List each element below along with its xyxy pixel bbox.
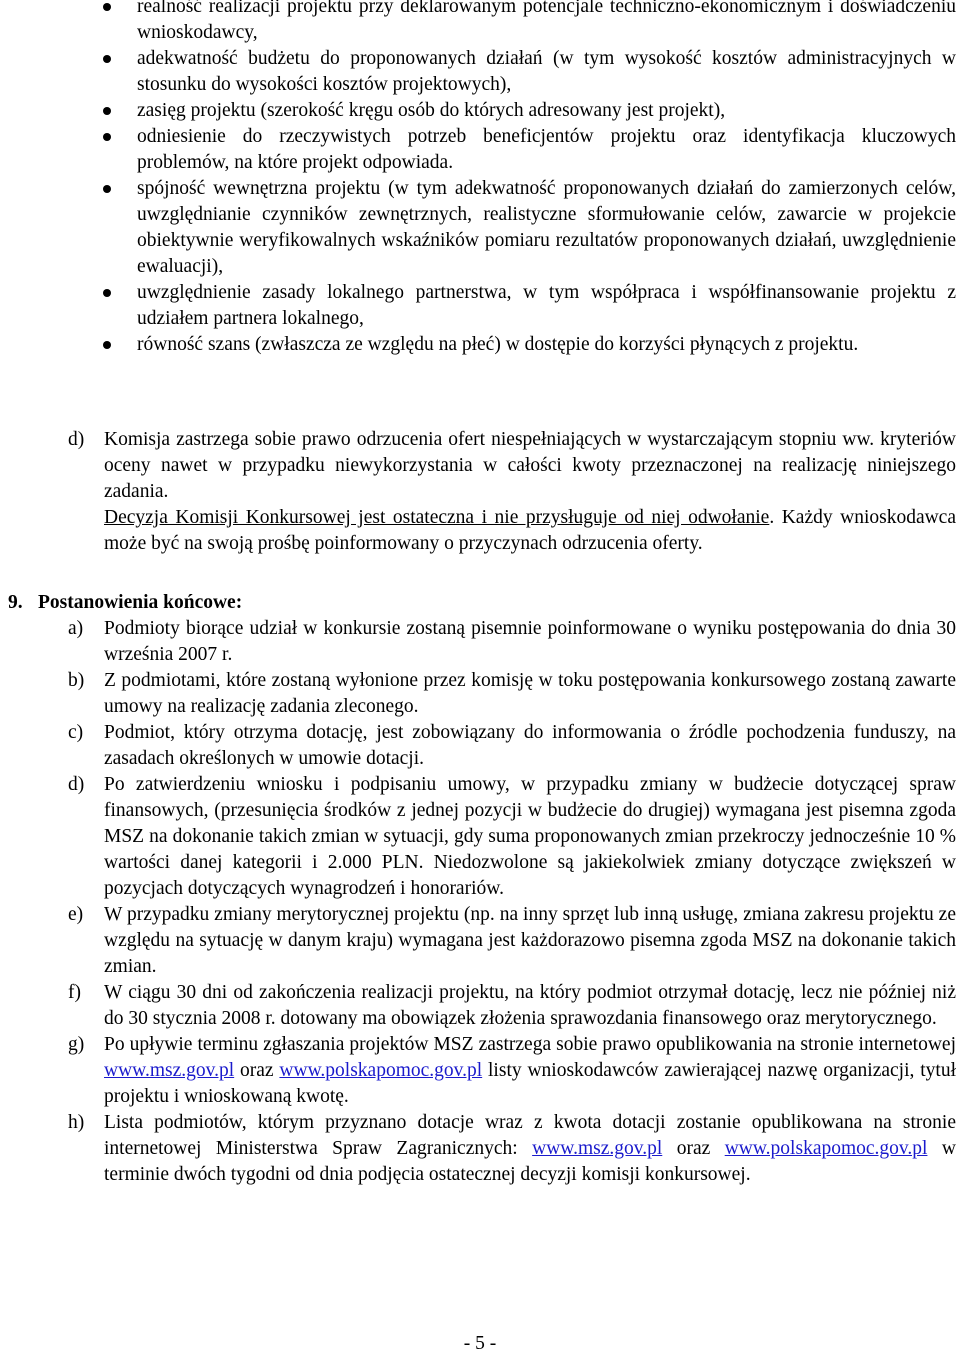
list-item [0,980,960,1032]
item-g-text-1: Po upływie terminu zgłaszania projektów MSZ zastrzega sobie prawo opublikowania na stronie internetowej [104,1034,956,1055]
bullet-text: spójność wewnętrzna projektu (w tym adekwatność proponowanych działań do zamierzonych celów, uwzględnianie czynników zewnętrznych, realistyczne sformułowanie celów, zawarcie w projekcie obiektywnie weryfikowalnych wskaźników pomiaru rezultatów proponowanych działań, uwzględnienie ewaluacji), [137,178,956,277]
section-number: 9. [8,592,23,613]
bullet-icon [103,3,111,11]
item-label: g) [68,1034,85,1055]
page-number: - 5 - [463,1333,497,1354]
item-text: W przypadku zmiany merytorycznej projektu (np. na inny sprzęt lub inną usługę, zmiana zakresu projektu ze względu na sytuację w danym kraju) wymagana jest każdorazowo pisemna zgoda MSZ na dokonanie takich zmian. [104,904,956,977]
msz-website-link[interactable]: www.msz.gov.pl [532,1138,663,1159]
item-text [104,1110,956,1188]
item-g-text-3: listy wnioskodawców zawierającej nazwę organizacji, tytuł projektu i wnioskowaną kwotę. [104,1060,956,1107]
msz-website-link[interactable]: www.msz.gov.pl [104,1060,235,1081]
list-item [0,616,960,668]
item-label: d) [68,774,85,795]
item-label: h) [68,1112,85,1133]
item-text: W ciągu 30 dni od zakończenia realizacji projektu, na który podmiot otrzymał dotację, lecz nie później niż do 30 stycznia 2008 r. dotowany ma obowiązek złożenia sprawozdania finansowego oraz merytorycznego. [104,982,956,1029]
list-item [0,720,960,772]
criteria-bullet-list [0,0,960,358]
section-d-paragraph-1: Komisja zastrzega sobie prawo odrzucenia ofert niespełniających w wystarczającym stopniu ww. kryteriów oceny nawet w przypadku niewykorzystania w całości kwoty przeznaczonej na realizację niniejszego zadania. [104,429,956,502]
item-h-text-3: w terminie dwóch tygodni od dnia podjęcia ostatecznej decyzji komisji konkursowej. [104,1138,956,1185]
list-item [0,1032,960,1110]
section-title: Postanowienia końcowe: [38,592,243,613]
item-text: Z podmiotami, które zostaną wyłonione przez komisję w toku postępowania konkursowego zostaną zawarte umowy na realizację zadania zleconego. [104,670,956,717]
bullet-text: odniesienie do rzeczywistych potrzeb beneficjentów projektu oraz identyfikacja kluczowych problemów, na które projekt odpowiada. [137,126,956,173]
list-item [0,46,960,98]
item-h-text-1: Lista podmiotów, którym przyznano dotacje wraz z kwota dotacji zostanie opublikowana na stronie internetowej Ministerstwa Spraw Zagranicznych: [104,1112,956,1159]
item-label: d) [68,429,85,450]
bullet-icon [103,341,111,349]
item-g-text-2: oraz [234,1060,280,1081]
item-text: Podmioty biorące udział w konkursie zostaną pisemnie poinformowane o wyniku postępowania do dnia 30 września 2007 r. [104,618,956,665]
item-h-text-2: oraz [662,1138,725,1159]
bullet-text: zasięg projektu (szerokość kręgu osób do których adresowany jest projekt), [137,100,726,121]
polskapomoc-website-link[interactable]: www.polskapomoc.gov.pl [724,1138,928,1159]
list-item [0,0,960,46]
list-item [0,124,960,176]
list-item [0,332,960,358]
polskapomoc-website-link[interactable]: www.polskapomoc.gov.pl [279,1060,483,1081]
bullet-text: realność realizacji projektu przy deklarowanym potencjale techniczno-ekonomicznym i doświadczeniu wnioskodawcy, [137,0,956,43]
section-d-item [0,427,960,557]
item-label: c) [68,722,84,743]
section-d [0,427,960,557]
list-item [0,176,960,280]
section-d-paragraph-2-rest: . Każdy wnioskodawca może być na swoją prośbę poinformowany o przyczynach odrzucenia oferty. [104,507,956,554]
list-item [0,1110,960,1188]
item-label: a) [68,618,84,639]
bullet-text: równość szans (zwłaszcza ze względu na płeć) w dostępie do korzyści płynących z projektu. [137,334,859,355]
list-item [0,772,960,902]
item-text: Po zatwierdzeniu wniosku i podpisaniu umowy, w przypadku zmiany w budżecie dotyczącej spraw finansowych, (przesunięcia środków z jednej pozycji w budżecie do drugiej) wymagana jest pisemna zgoda MSZ na dokonanie takich zmian w sytuacji, gdy suma proponowanych zmian przekroczy jednocześnie 10 % wartości danej kategorii i 2.000 PLN. Niedozwolone są jakiekolwiek zmiany dotyczące zwiększeń w pozycjach dotyczących wynagrodzeń i honorariów. [104,774,956,899]
list-item [0,902,960,980]
item-text: Podmiot, który otrzyma dotację, jest zobowiązany do informowania o źródle pochodzenia funduszy, na zasadach określonych w umowie dotacji. [104,722,956,769]
bullet-icon [103,55,111,63]
list-item [0,668,960,720]
section-9-heading [8,590,242,616]
item-label: b) [68,670,85,691]
bullet-icon [103,185,111,193]
list-item [0,280,960,332]
bullet-text: adekwatność budżetu do proponowanych działań (w tym wysokość kosztów administracyjnych w stosunku do wysokości kosztów projektowych), [137,48,956,95]
list-item [0,98,960,124]
bullet-icon [103,133,111,141]
item-label: f) [68,982,81,1003]
final-provisions-list [0,616,960,1188]
bullet-text: uwzględnienie zasady lokalnego partnerstwa, w tym współpraca i współfinansowanie projektu z udziałem partnera lokalnego, [137,282,956,329]
bullet-icon [103,289,111,297]
bullet-icon [103,107,111,115]
item-label: e) [68,904,84,925]
decision-final-statement: Decyzja Komisji Konkursowej jest ostateczna i nie przysługuje od niej odwołanie [104,507,770,528]
item-text [104,1032,956,1110]
section-d-paragraph-2 [104,505,956,557]
